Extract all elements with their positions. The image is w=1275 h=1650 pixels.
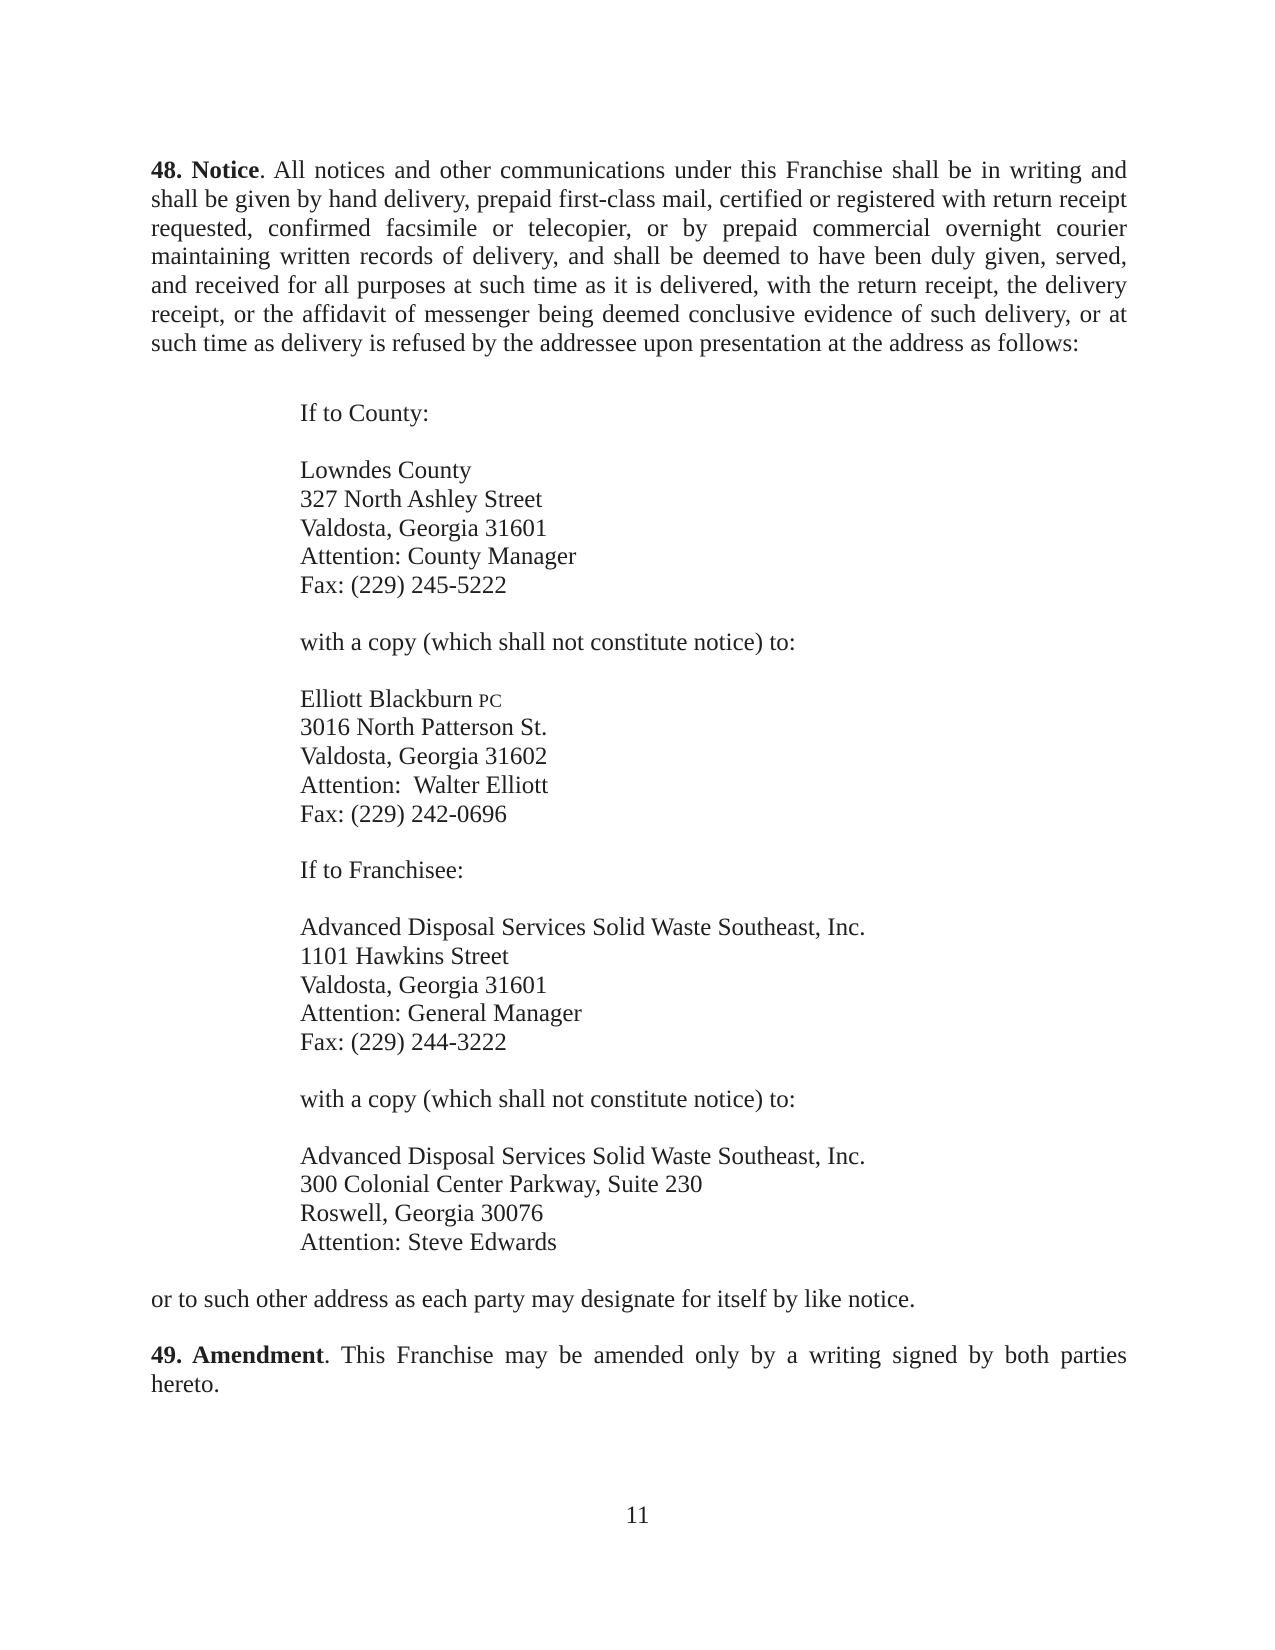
county-recipient-label: If to County: [300,400,430,428]
address-line: Fax: (229) 242-0696 [300,800,507,828]
firm-suffix: PC [478,690,503,712]
franchisee-address-block [300,914,1127,1058]
address-line: Lowndes County [300,457,472,484]
address-line: 3016 North Patterson St. [300,714,548,742]
franchisee-copy-address-block [300,1143,1127,1258]
address-line: Roswell, Georgia 30076 [300,1200,544,1227]
address-line: 327 North Ashley Street [300,485,543,513]
section-48-body: . All notices and other communications under this Franchise shall be in writing and shall be given by hand delivery, prepaid first-class mail, certified or registered with return receipt requested, confirmed facsimile or telecopier, or by prepaid commercial overnight courier maintaining written records of delivery, and shall be deemed to have been duly given, served, and received for all purposes at such time as it is delivered, with the return receipt, the delivery receipt, or the affidavit of messenger being deemed conclusive evidence of such delivery, or at such time as delivery is refused by the addressee upon presentation at the address as follows: [151,157,1127,357]
copy-notice-label: with a copy (which shall not constitute notice) to: [300,628,796,656]
address-line: 1101 Hawkins Street [300,942,509,970]
address-line: Attention: Walter Elliott [300,771,549,799]
county-counsel-address-block [300,686,1127,830]
address-line: Attention: Steve Edwards [300,1228,557,1256]
section-48-paragraph [151,157,1127,358]
address-line: Attention: County Manager [300,543,577,571]
address-line: Valdosta, Georgia 31602 [300,743,548,770]
section-49-body: . This Franchise may be amended only by a writing signed by both parties hereto. [151,1342,1127,1398]
page-content [151,157,1127,1400]
address-line: Fax: (229) 244-3222 [300,1029,507,1056]
address-line: Valdosta, Georgia 31601 [300,971,548,999]
page-number: 11 [625,1502,650,1529]
address-line: Fax: (229) 245-5222 [300,572,507,599]
address-line: Attention: General Manager [300,1000,582,1028]
section-49-heading: 49. Amendment [151,1342,324,1370]
firm-name: Elliott Blackburn [300,685,473,713]
franchisee-recipient-label: If to Franchisee: [300,857,464,885]
copy-notice-label: with a copy (which shall not constitute notice) to: [300,1085,796,1113]
county-address-block [300,457,1127,601]
address-line: 300 Colonial Center Parkway, Suite 230 [300,1171,703,1199]
notice-address-area [300,400,1127,1257]
address-line [300,686,1127,715]
closing-line: or to such other address as each party may designate for itself by like notice. [151,1285,916,1313]
section-49-paragraph [151,1342,1127,1400]
address-line: Valdosta, Georgia 31601 [300,514,548,542]
address-line: Advanced Disposal Services Solid Waste Southeast, Inc. [300,914,866,941]
address-line: Advanced Disposal Services Solid Waste Southeast, Inc. [300,1142,866,1170]
section-48-heading: 48. Notice [151,157,260,184]
